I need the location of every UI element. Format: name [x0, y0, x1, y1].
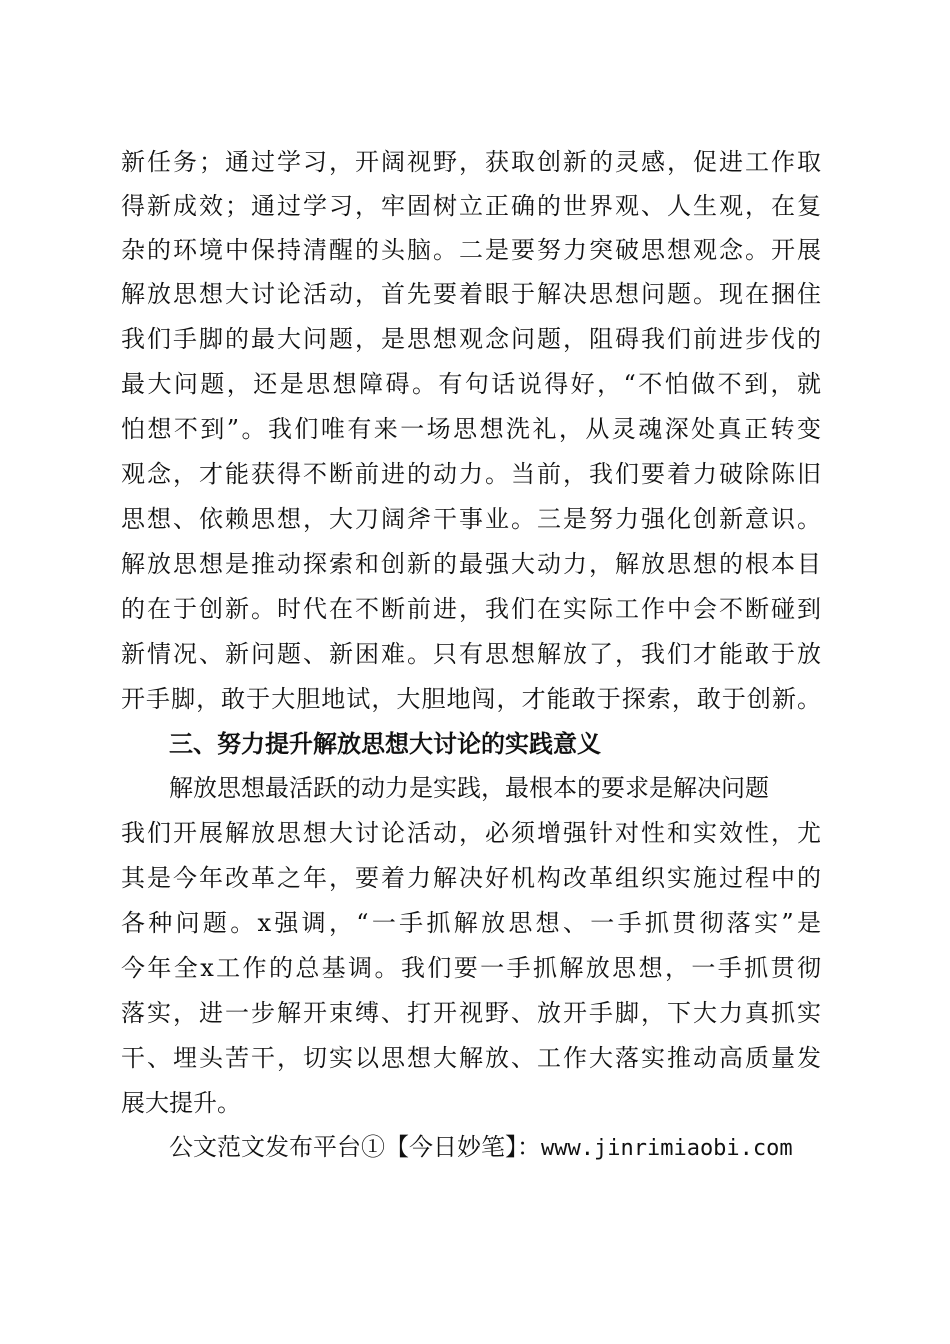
text-line: 各种问题。x强调，“一手抓解放思想、一手抓贯彻落实”是 — [121, 909, 821, 937]
text-line: 思想、依赖思想，大刀阔斧干事业。三是努力强化创新意识。 — [121, 505, 821, 533]
text-line: 展大提升。 — [121, 1089, 241, 1117]
text-line: 怕想不到”。我们唯有来一场思想洗礼，从灵魂深处真正转变 — [121, 415, 821, 443]
text-line: 其是今年改革之年，要着力解决好机构改革组织实施过程中的 — [121, 864, 821, 892]
text-line: 杂的环境中保持清醒的头脑。二是要努力突破思想观念。开展 — [121, 236, 821, 264]
text-line: 的在于创新。时代在不断前进，我们在实际工作中会不断碰到 — [121, 595, 821, 623]
text-line: 最大问题，还是思想障碍。有句话说得好，“不怕做不到，就 — [121, 370, 821, 398]
text-line: 解放思想最活跃的动力是实践，最根本的要求是解决问题 — [169, 774, 769, 802]
text-line: 新情况、新问题、新困难。只有思想解放了，我们才能敢于放 — [121, 640, 821, 668]
text-line: 得新成效；通过学习，牢固树立正确的世界观、人生观，在复 — [121, 192, 821, 220]
text-line: 解放思想大讨论活动，首先要着眼于解决思想问题。现在捆住 — [121, 280, 821, 308]
text-line: 我们开展解放思想大讨论活动，必须增强针对性和实效性，尤 — [121, 819, 821, 847]
text-line: 新任务；通过学习，开阔视野，获取创新的灵感，促进工作取 — [121, 148, 821, 176]
text-line: 干、埋头苦干，切实以思想大解放、工作大落实推动高质量发 — [121, 1044, 821, 1072]
text-line: 解放思想是推动探索和创新的最强大动力，解放思想的根本目 — [121, 550, 821, 578]
text-line: 观念，才能获得不断前进的动力。当前，我们要着力破除陈旧 — [121, 460, 821, 488]
footer-label: 公文范文发布平台①【今日妙笔】： — [169, 1133, 541, 1161]
footer-url-link[interactable]: www.jinrimiaobi.com — [541, 1136, 793, 1161]
text-line: 开手脚，敢于大胆地试，大胆地闯，才能敢于探索，敢于创新。 — [121, 685, 821, 713]
text-line: 落实，进一步解开束缚、打开视野、放开手脚，下大力真抓实 — [121, 999, 821, 1027]
text-line: 今年全x工作的总基调。我们要一手抓解放思想，一手抓贯彻 — [121, 954, 821, 982]
text-line: 我们手脚的最大问题，是思想观念问题，阻碍我们前进步伐的 — [121, 325, 821, 353]
section-heading: 三、努力提升解放思想大讨论的实践意义 — [169, 730, 601, 758]
footer-promo — [169, 1127, 821, 1167]
